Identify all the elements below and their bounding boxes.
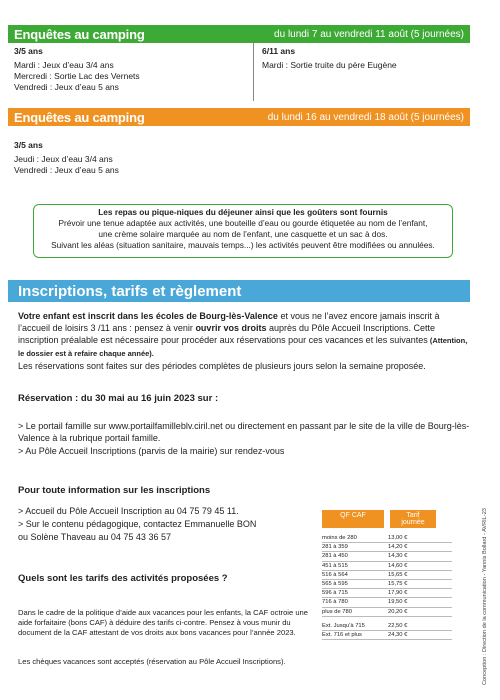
tariff-table (322, 510, 452, 640)
table-row (322, 543, 452, 552)
activity-line: Mercredi : Sortie Lac des Vernets (14, 71, 140, 81)
caf-paragraph: Dans le cadre de la politique d’aide aux vacances pour les enfants, la CAF octroie une aide forfaitaire (bons CAF) à déduire des tarifs ci-contre. Pensez à vous munir du document de la CAF attestant de vos droits aux bons vacances pour l’année 2023. (18, 608, 309, 637)
bold-text: Votre enfant est inscrit dans les écoles de Bourg-lès-Valence (18, 311, 278, 321)
activity-line: Vendredi : Jeux d’eau 5 ans (14, 82, 119, 92)
qf-cell: 716 à 780 (322, 599, 348, 606)
reservation-rule: Les réservations sont faites sur des périodes complètes de plusieurs jours selon la semaine proposée. (18, 361, 426, 371)
activity-line: Jeudi : Jeux d’eau 3/4 ans (14, 154, 113, 164)
tarifs-heading: Quels sont les tarifs des activités proposées ? (18, 573, 228, 584)
text: auprès du Pôle Accueil Inscriptions. Cette inscription préalable est nécessaire pour procéder aux réservations pour ces vacances et les suivantes (18, 323, 436, 345)
section2-title: Enquêtes au camping (14, 109, 145, 125)
price-cell: 20,20 € (388, 608, 408, 615)
table-row (322, 580, 452, 589)
reservation-heading: Réservation : du 30 mai au 16 juin 2023 sur : (18, 393, 219, 404)
info-line: ou Solène Thaveau au 04 75 43 36 57 (18, 532, 171, 542)
section1-band (8, 25, 470, 43)
text: et vous ne l’avez encore jamais inscrit à l’accueil de loisirs 3 /11 ans : pensez à venir (18, 311, 440, 333)
section1-left-column (8, 43, 254, 101)
table-header (322, 510, 452, 528)
attention-note: (Attention, le dossier est à refaire chaque année). (18, 336, 468, 358)
section2-content (14, 140, 314, 176)
activity-line: Vendredi : Jeux d’eau 5 ans (14, 165, 119, 175)
qf-cell: plus de 780 (322, 608, 352, 615)
reservation-portal: > Le portail famille sur www.portailfamilleblv.ciril.net ou directement en passant par le site de la ville de Bourg-lès-Valence à la rubrique portail famille. (18, 421, 470, 443)
info-heading: Pour toute information sur les inscriptions (18, 485, 211, 496)
section1-title: Enquêtes au camping (14, 26, 145, 42)
section1-right-column (254, 43, 403, 101)
notice-line: Prévoir une tenue adaptée aux activités, une bouteille d’eau ou gourde étiquetée au nom de l’enfant, (58, 218, 428, 228)
qf-cell: 451 à 515 (322, 562, 348, 569)
price-cell: 22,50 € (388, 622, 408, 629)
activity-line: Mardi : Jeux d’eau 3/4 ans (14, 60, 114, 70)
qf-cell: 596 à 715 (322, 590, 348, 597)
section1-dates: du lundi 7 au vendredi 11 août (5 journées) (274, 28, 464, 40)
section1-content (8, 43, 470, 101)
price-cell: 19,50 € (388, 599, 408, 606)
table-row (322, 608, 452, 617)
section2-band (8, 108, 470, 126)
group-title: 3/5 ans (14, 46, 43, 56)
table-row (322, 622, 452, 631)
table-row (322, 552, 452, 561)
info-line: > Sur le contenu pédagogique, contactez Emmanuelle BON (18, 519, 257, 529)
notice-line: une crème solaire marquée au nom de l’enfant, une casquette et un sac à dos. (98, 229, 388, 239)
section2-dates: du lundi 16 au vendredi 18 août (5 journées) (267, 111, 464, 123)
qf-cell: 281 à 359 (322, 544, 348, 551)
group-title: 6/11 ans (262, 46, 296, 56)
header-tarif: Tarif journée (390, 510, 436, 528)
info-line: > Accueil du Pôle Accueil Inscription au 04 75 79 45 11. (18, 506, 239, 516)
price-cell: 14,60 € (388, 562, 408, 569)
reservation-office: > Au Pôle Accueil Inscriptions (parvis de la mairie) sur rendez-vous (18, 446, 285, 456)
group-title: 3/5 ans (14, 140, 43, 150)
price-cell: 15,75 € (388, 581, 408, 588)
table-row (322, 571, 452, 580)
cheques-note: Les chèques vacances sont acceptés (réservation au Pôle Accueil Inscriptions). (18, 657, 286, 666)
table-row (322, 562, 452, 571)
inscriptions-heading: Inscriptions, tarifs et règlement (8, 280, 470, 302)
qf-cell: 516 à 564 (322, 571, 348, 578)
header-qf: QF CAF (322, 510, 384, 528)
notice-title: Les repas ou pique-niques du déjeuner ainsi que les goûters sont fournis (98, 207, 388, 217)
notice-line: Suivant les aléas (situation sanitaire, mauvais temps...) les activités peuvent être modifiées ou annulées. (51, 240, 435, 250)
meals-notice (33, 204, 453, 258)
price-cell: 24,30 € (388, 632, 408, 639)
table-body (322, 534, 452, 640)
price-cell: 15,65 € (388, 571, 408, 578)
bold-text: ouvrir vos droits (195, 323, 267, 333)
price-cell: 13,00 € (388, 535, 408, 541)
table-row (322, 589, 452, 598)
table-row (322, 598, 452, 607)
price-cell: 17,90 € (388, 590, 408, 597)
qf-cell: Ext. Jusqu’à 715 (322, 622, 365, 629)
activity-line: Mardi : Sortie truite du père Eugène (262, 60, 397, 70)
table-row (322, 534, 452, 543)
qf-cell: Ext. 716 et plus (322, 632, 362, 639)
price-cell: 14,20 € (388, 544, 408, 551)
price-cell: 14,30 € (388, 553, 408, 560)
credit-line: Conception : Direction de la communication - Yannis Bollard - AVRIL-23 (482, 508, 488, 685)
qf-cell: 281 à 450 (322, 553, 348, 560)
qf-cell: 565 à 595 (322, 581, 348, 588)
qf-cell: moins de 280 (322, 535, 357, 541)
table-row (322, 631, 452, 640)
inscription-paragraph (18, 310, 473, 372)
